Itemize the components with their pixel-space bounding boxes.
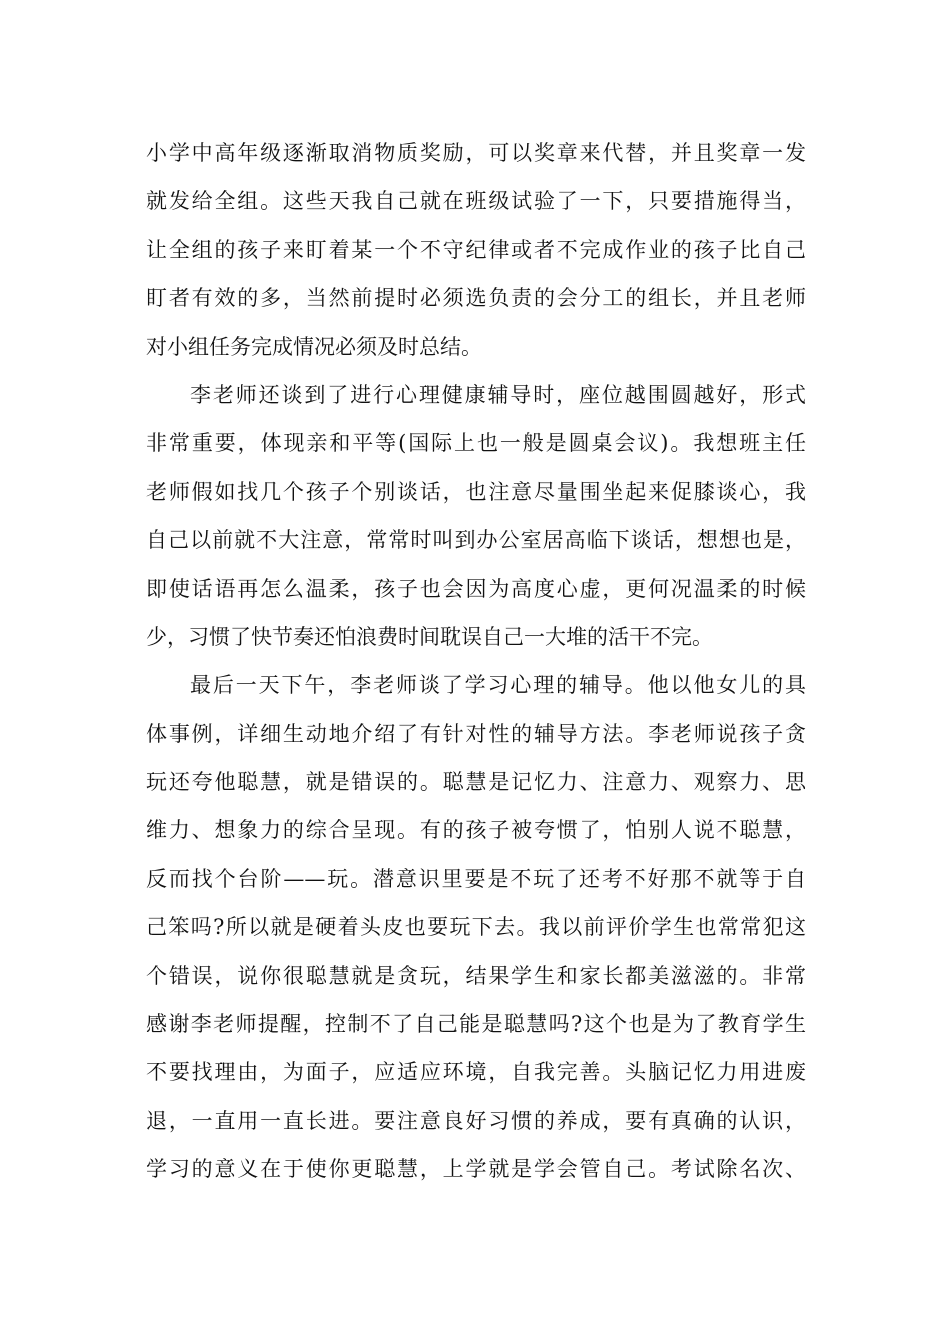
paragraph-line: 玩还夸他聪慧，就是错误的。聪慧是记忆力、注意力、观察力、思 (146, 770, 806, 795)
paragraph-line: 盯者有效的多，当然前提时必须选负责的会分工的组长，并且老师 (146, 286, 806, 311)
paragraph-line: 个错误，说你很聪慧就是贪玩，结果学生和家长都美滋滋的。非常 (146, 963, 806, 988)
paragraph-2 (146, 371, 806, 661)
paragraph-3 (146, 661, 806, 1193)
paragraph-line: 李老师还谈到了进行心理健康辅导时，座位越围圆越好，形式 (190, 382, 806, 407)
paragraph-line: 就发给全组。这些天我自己就在班级试验了一下，只要措施得当， (146, 189, 806, 214)
paragraph-1 (146, 129, 806, 371)
paragraph-line: 小学中高年级逐渐取消物质奖励，可以奖章来代替，并且奖章一发 (146, 141, 806, 165)
paragraph-line: 让全组的孩子来盯着某一个不守纪律或者不完成作业的孩子比自己 (146, 237, 806, 262)
paragraph-line: 退，一直用一直长进。要注意良好习惯的养成，要有真确的认识， (146, 1108, 806, 1133)
paragraph-line: 感谢李老师提醒，控制不了自己能是聪慧吗?这个也是为了教育学生 (146, 1012, 806, 1037)
paragraph-line: 自己以前就不大注意，常常时叫到办公室居高临下谈话，想想也是， (146, 528, 806, 553)
paragraph-line: 己笨吗?所以就是硬着头皮也要玩下去。我以前评价学生也常常犯这 (146, 915, 806, 940)
paragraph-line: 反而找个台阶——玩。潜意识里要是不玩了还考不好那不就等于自 (146, 866, 806, 891)
paragraph-line: 少，习惯了快节奏还怕浪费时间耽误自己一大堆的活干不完。 (146, 624, 713, 649)
paragraph-line: 最后一天下午，李老师谈了学习心理的辅导。他以他女儿的具 (190, 673, 806, 698)
paragraph-line: 学习的意义在于使你更聪慧，上学就是学会管自己。考试除名次、 (146, 1157, 806, 1182)
paragraph-line: 即使话语再怎么温柔，孩子也会因为高度心虚，更何况温柔的时候 (146, 576, 806, 601)
paragraph-line: 维力、想象力的综合呈现。有的孩子被夸惯了，怕别人说不聪慧， (146, 818, 806, 843)
paragraph-line: 不要找理由，为面子，应适应环境，自我完善。头脑记忆力用进废 (146, 1060, 806, 1085)
paragraph-line: 对小组任务完成情况必须及时总结。 (146, 334, 482, 359)
paragraph-line: 非常重要，体现亲和平等(国际上也一般是圆桌会议)。我想班主任 (146, 431, 806, 456)
paragraph-line: 老师假如找几个孩子个别谈话，也注意尽量围坐起来促膝谈心，我 (146, 479, 806, 504)
paragraph-line: 体事例，详细生动地介绍了有针对性的辅导方法。李老师说孩子贪 (146, 721, 806, 746)
document-body (146, 129, 806, 1194)
